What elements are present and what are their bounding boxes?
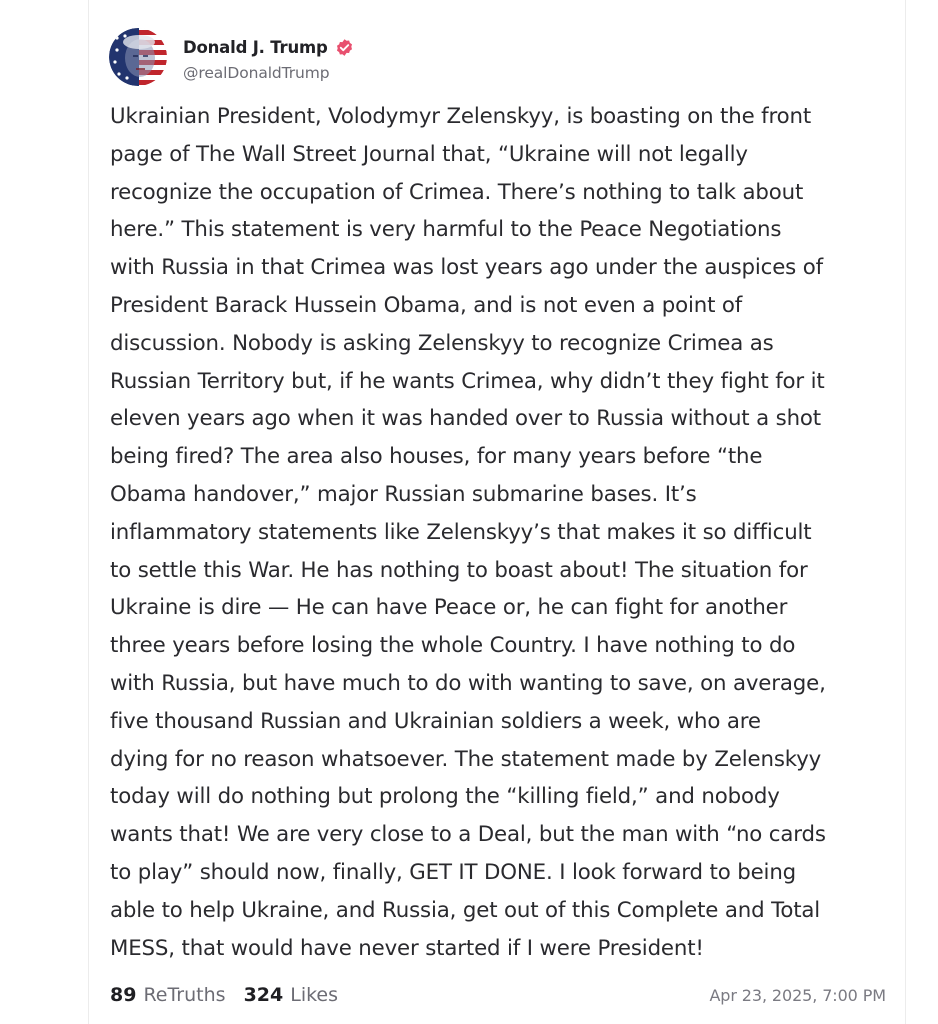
likes-label: Likes <box>290 984 339 1006</box>
post-timestamp[interactable]: Apr 23, 2025, 7:00 PM <box>709 985 886 1005</box>
likes-count: 324 <box>243 984 284 1006</box>
post-footer <box>110 981 886 1009</box>
retruths-stat[interactable] <box>110 984 226 1006</box>
author-name-row <box>183 32 354 62</box>
likes-stat[interactable] <box>244 984 338 1006</box>
avatar[interactable] <box>109 28 167 86</box>
post-text: Ukrainian President, Volodymyr Zelenskyy, is boasting on the front page of The Wall Street Journal that, “Ukraine will not legally recognize the occupation of Crimea. There’s nothing to talk about here.” This statement is very harmful to the Peace Negotiations with Russia in that Crimea was lost years ago under the auspices of President Barack Hussein Obama, and is not even a point of discussion. Nobody is asking Zelenskyy to recognize Crimea as Russian Territory but, if he wants Crimea, why didn’t they fight for it eleven years ago when it was handed over to Russia without a shot being fired? The area also houses, for many years before “the Obama handover,” major Russian submarine bases. It’s inflammatory statements like Zelenskyy’s that makes it so difficult to settle this War. He has nothing to boast about! The situation for Ukraine is dire — He can have Peace or, he can fight for another three years before losing the whole Country. I have nothing to do with Russia, but have much to do with wanting to save, on average, five thousand Russian and Ukrainian soldiers a week, who are dying for no reason whatsoever. The statement made by Zelenskyy today will do nothing but prolong the “killing field,” and nobody wants that! We are very close to a Deal, but the man with “no cards to play” should now, finally, GET IT DONE. I look forward to being able to help Ukraine, and Russia, get out of this Complete and Total MESS, that would have never started if I were President! <box>110 104 826 961</box>
author-identity <box>183 32 354 82</box>
verified-badge-icon <box>335 38 354 57</box>
post-card <box>88 0 906 1024</box>
post-header <box>109 28 354 86</box>
retruths-label: ReTruths <box>143 984 226 1006</box>
post-stats <box>110 984 338 1006</box>
avatar-image <box>109 28 167 86</box>
author-handle[interactable]: @realDonaldTrump <box>183 64 330 82</box>
author-display-name[interactable]: Donald J. Trump <box>183 37 328 57</box>
retruths-count: 89 <box>110 984 137 1006</box>
